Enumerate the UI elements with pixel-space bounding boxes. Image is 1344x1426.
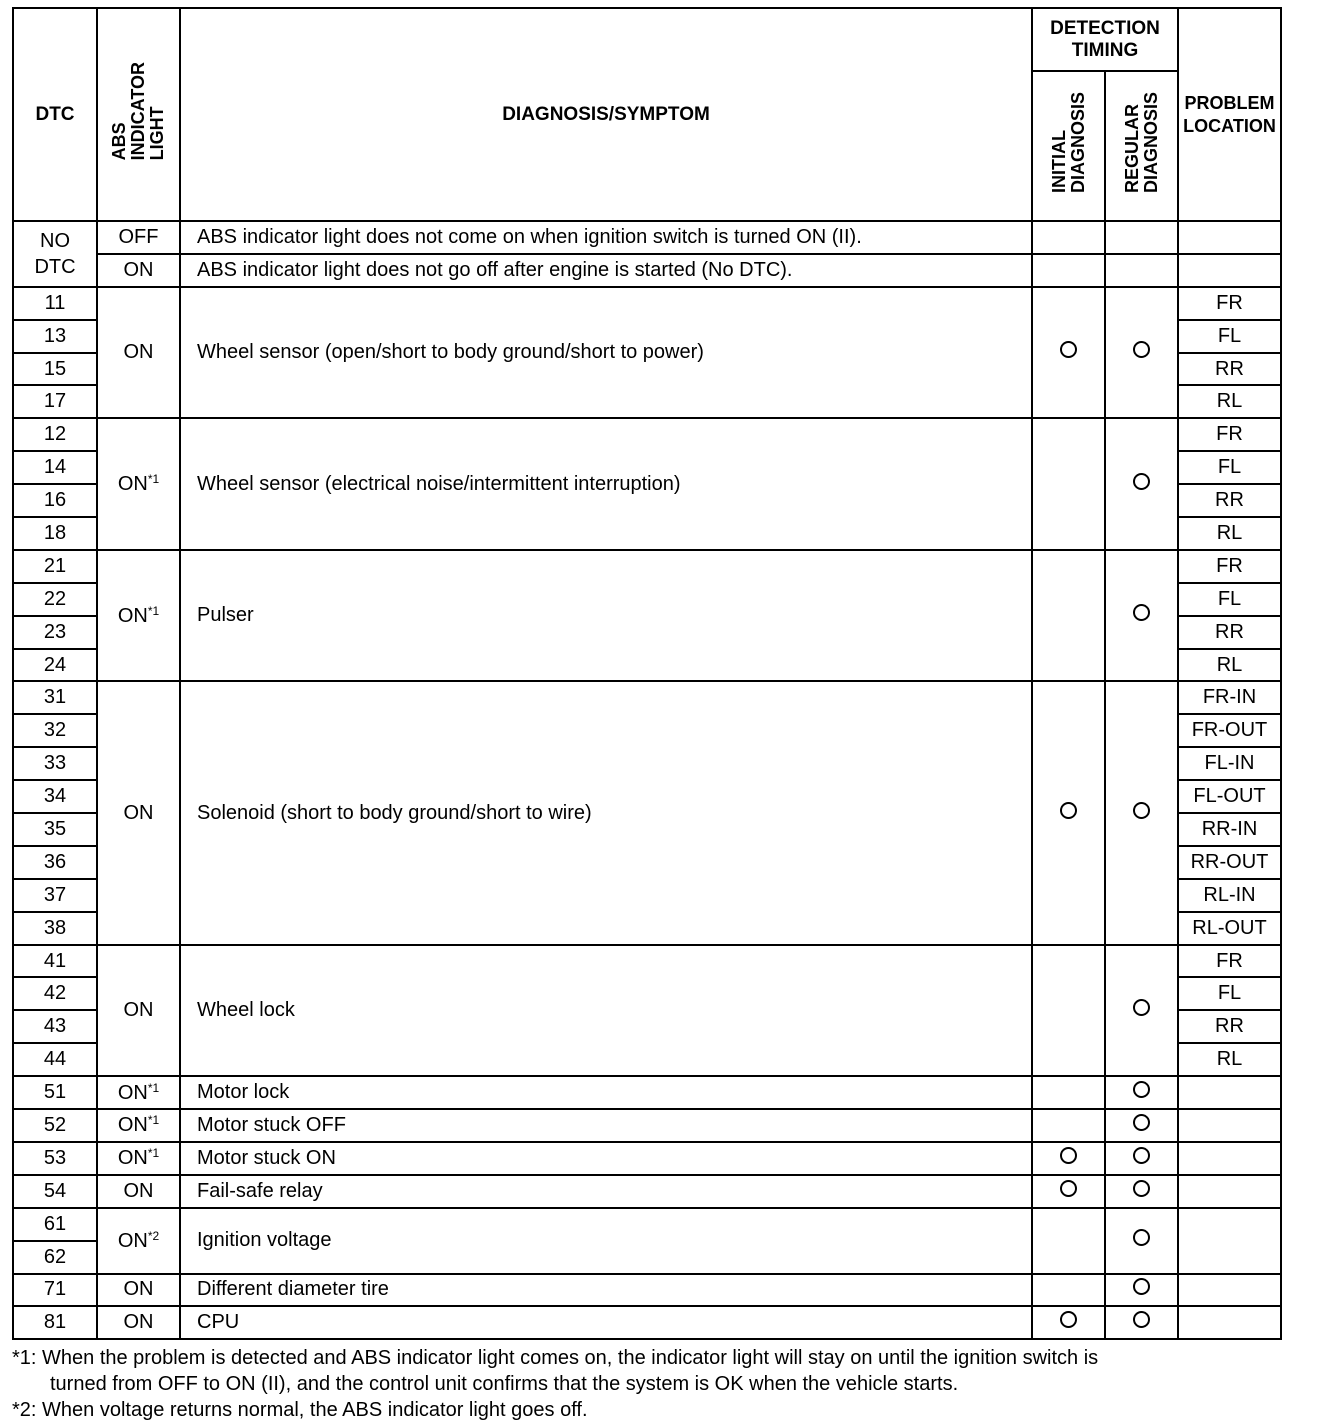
regular-diagnosis [1105,1109,1178,1142]
symptom: Pulser [180,550,1032,682]
header-abs-indicator-light: ABS INDICATOR LIGHT [97,8,180,221]
footnote-ref: *1 [147,472,160,487]
dtc-code: NO DTC [13,221,97,287]
dtc-code: 21 [13,550,97,583]
header-initial-diagnosis: INITIAL DIAGNOSIS [1032,71,1105,221]
abs-light-label: ON [123,1311,154,1334]
abs-light-state [97,1175,180,1208]
table-row [13,254,1281,287]
abs-light-state [97,1306,180,1339]
initial-diagnosis [1032,1274,1105,1307]
problem-location: RL [1178,649,1281,682]
abs-light-label: ON [123,341,154,364]
header-detection-timing: DETECTION TIMING [1032,8,1178,71]
dtc-code: 31 [13,681,97,714]
problem-location: FR [1178,550,1281,583]
symptom: Wheel sensor (electrical noise/intermittent interruption) [180,418,1032,550]
initial-diagnosis [1032,1076,1105,1109]
abs-light-label: ON [117,1229,148,1252]
problem-location [1178,1175,1281,1208]
regular-diagnosis [1105,1306,1178,1339]
problem-location: RR [1178,484,1281,517]
detected-mark-icon [1060,341,1077,358]
table-row [13,1175,1281,1208]
problem-location: RR-IN [1178,813,1281,846]
problem-location [1178,1109,1281,1142]
problem-location: FR [1178,418,1281,451]
detected-mark-icon [1133,1114,1150,1131]
problem-location: RR [1178,1010,1281,1043]
abs-light-state [97,1109,180,1142]
table-row [13,681,1281,714]
dtc-code: 38 [13,912,97,945]
dtc-code: 18 [13,517,97,550]
dtc-code: 41 [13,945,97,978]
regular-diagnosis [1105,254,1178,287]
abs-light-state [97,418,180,550]
table-row [13,221,1281,254]
footnote-2: *2: When voltage returns normal, the ABS indicator light goes off. [12,1399,588,1421]
problem-location: FL [1178,583,1281,616]
symptom: Motor stuck OFF [180,1109,1032,1142]
abs-light-label: ON [117,1147,148,1170]
initial-diagnosis [1032,681,1105,944]
problem-location: FR [1178,945,1281,978]
abs-light-label: ON [123,998,154,1021]
detected-mark-icon [1133,999,1150,1016]
dtc-code: 16 [13,484,97,517]
dtc-code: 17 [13,385,97,418]
symptom: CPU [180,1306,1032,1339]
dtc-code: 81 [13,1306,97,1339]
regular-diagnosis [1105,287,1178,419]
abs-light-state [97,1208,180,1274]
detected-mark-icon [1060,1147,1077,1164]
abs-light-label: ON [123,1278,154,1301]
abs-light-state [97,1142,180,1175]
problem-location: RL [1178,1043,1281,1076]
initial-diagnosis [1032,945,1105,1077]
abs-light-label: ON [117,1081,148,1104]
problem-location: RL-IN [1178,879,1281,912]
initial-diagnosis [1032,287,1105,419]
regular-diagnosis [1105,681,1178,944]
header-regular-diagnosis: REGULAR DIAGNOSIS [1105,71,1178,221]
detected-mark-icon [1060,1311,1077,1328]
initial-diagnosis [1032,1306,1105,1339]
abs-light-label: ON [123,801,154,824]
table-row [13,1208,1281,1241]
table-row [13,1142,1281,1175]
problem-location: FL [1178,320,1281,353]
abs-light-state: OFF [97,221,180,254]
dtc-code: 42 [13,977,97,1010]
dtc-code: 71 [13,1274,97,1307]
initial-diagnosis [1032,1109,1105,1142]
dtc-code: 13 [13,320,97,353]
symptom: Solenoid (short to body ground/short to wire) [180,681,1032,944]
detected-mark-icon [1133,1180,1150,1197]
initial-diagnosis [1032,1142,1105,1175]
dtc-code: 35 [13,813,97,846]
detected-mark-icon [1133,1081,1150,1098]
footnote-ref: *1 [147,1113,160,1128]
regular-diagnosis [1105,1208,1178,1274]
problem-location [1178,254,1281,287]
table-row [13,550,1281,583]
detected-mark-icon [1060,802,1077,819]
problem-location: FL [1178,977,1281,1010]
problem-location [1178,221,1281,254]
detected-mark-icon [1133,1229,1150,1246]
problem-location: FL-IN [1178,747,1281,780]
dtc-code: 23 [13,616,97,649]
problem-location: RL [1178,385,1281,418]
symptom: Motor lock [180,1076,1032,1109]
regular-diagnosis [1105,1076,1178,1109]
abs-light-state [97,1076,180,1109]
problem-location: RL [1178,517,1281,550]
abs-light-state [97,945,180,1077]
table-row [13,418,1281,451]
problem-location: RR-OUT [1178,846,1281,879]
problem-location: FL [1178,451,1281,484]
detected-mark-icon [1133,341,1150,358]
symptom: Ignition voltage [180,1208,1032,1274]
dtc-table-body [13,221,1281,1339]
header-problem-location: PROBLEM LOCATION [1178,8,1281,221]
detected-mark-icon [1133,1147,1150,1164]
footnote-1: *1: When the problem is detected and ABS indicator light comes on, the indicator light will stay on until the ignition switch is [12,1347,1099,1369]
initial-diagnosis [1032,1175,1105,1208]
dtc-code: 62 [13,1241,97,1274]
detected-mark-icon [1133,1311,1150,1328]
problem-location [1178,1142,1281,1175]
abs-light-state [97,681,180,944]
table-row [13,945,1281,978]
dtc-code: 36 [13,846,97,879]
footnote-ref: *2 [147,1228,160,1243]
table-row [13,287,1281,320]
dtc-code: 15 [13,353,97,386]
regular-diagnosis [1105,1142,1178,1175]
problem-location: FR-OUT [1178,714,1281,747]
detected-mark-icon [1133,1278,1150,1295]
dtc-code: 22 [13,583,97,616]
table-row [13,1076,1281,1109]
dtc-code: 61 [13,1208,97,1241]
dtc-code: 52 [13,1109,97,1142]
symptom: Wheel sensor (open/short to body ground/short to power) [180,287,1032,419]
footnote-ref: *1 [147,1080,160,1095]
regular-diagnosis [1105,550,1178,682]
dtc-code: 54 [13,1175,97,1208]
symptom: Fail-safe relay [180,1175,1032,1208]
problem-location [1178,1076,1281,1109]
abs-light-state: ON [97,254,180,287]
regular-diagnosis [1105,945,1178,1077]
dtc-code: 11 [13,287,97,320]
symptom: Wheel lock [180,945,1032,1077]
initial-diagnosis [1032,418,1105,550]
dtc-code: 14 [13,451,97,484]
problem-location: RL-OUT [1178,912,1281,945]
problem-location: RR [1178,616,1281,649]
footnote-ref: *1 [147,603,160,618]
problem-location: FL-OUT [1178,780,1281,813]
initial-diagnosis [1032,221,1105,254]
problem-location: FR-IN [1178,681,1281,714]
dtc-table [12,7,1282,1340]
symptom: Different diameter tire [180,1274,1032,1307]
abs-light-label: ON [117,604,148,627]
dtc-code: 32 [13,714,97,747]
footnotes [12,1345,1342,1423]
abs-light-label: ON [123,1179,154,1202]
regular-diagnosis [1105,221,1178,254]
abs-light-state [97,287,180,419]
dtc-code: 34 [13,780,97,813]
footnote-1-continued: turned from OFF to ON (II), and the control unit confirms that the system is OK when the vehicle starts. [50,1373,959,1395]
dtc-code: 51 [13,1076,97,1109]
detected-mark-icon [1133,802,1150,819]
abs-light-state [97,1274,180,1307]
dtc-code: 44 [13,1043,97,1076]
initial-diagnosis [1032,1208,1105,1274]
detected-mark-icon [1133,604,1150,621]
problem-location: RR [1178,353,1281,386]
symptom: ABS indicator light does not come on when ignition switch is turned ON (II). [180,221,1032,254]
abs-light-label: ON [117,1114,148,1137]
problem-location: FR [1178,287,1281,320]
abs-light-state [97,550,180,682]
problem-location [1178,1208,1281,1274]
dtc-code: 12 [13,418,97,451]
dtc-code: 37 [13,879,97,912]
table-row [13,1306,1281,1339]
initial-diagnosis [1032,550,1105,682]
footnote-ref: *1 [147,1146,160,1161]
table-row [13,1109,1281,1142]
detected-mark-icon [1060,1180,1077,1197]
regular-diagnosis [1105,1175,1178,1208]
initial-diagnosis [1032,254,1105,287]
header-diagnosis-symptom: DIAGNOSIS/SYMPTOM [180,8,1032,221]
dtc-code: 53 [13,1142,97,1175]
symptom: Motor stuck ON [180,1142,1032,1175]
dtc-code: 33 [13,747,97,780]
symptom: ABS indicator light does not go off after engine is started (No DTC). [180,254,1032,287]
regular-diagnosis [1105,1274,1178,1307]
detected-mark-icon [1133,473,1150,490]
header-dtc: DTC [13,8,97,221]
problem-location [1178,1274,1281,1307]
regular-diagnosis [1105,418,1178,550]
dtc-code: 24 [13,649,97,682]
abs-light-label: ON [117,473,148,496]
problem-location [1178,1306,1281,1339]
table-row [13,1274,1281,1307]
dtc-code: 43 [13,1010,97,1043]
